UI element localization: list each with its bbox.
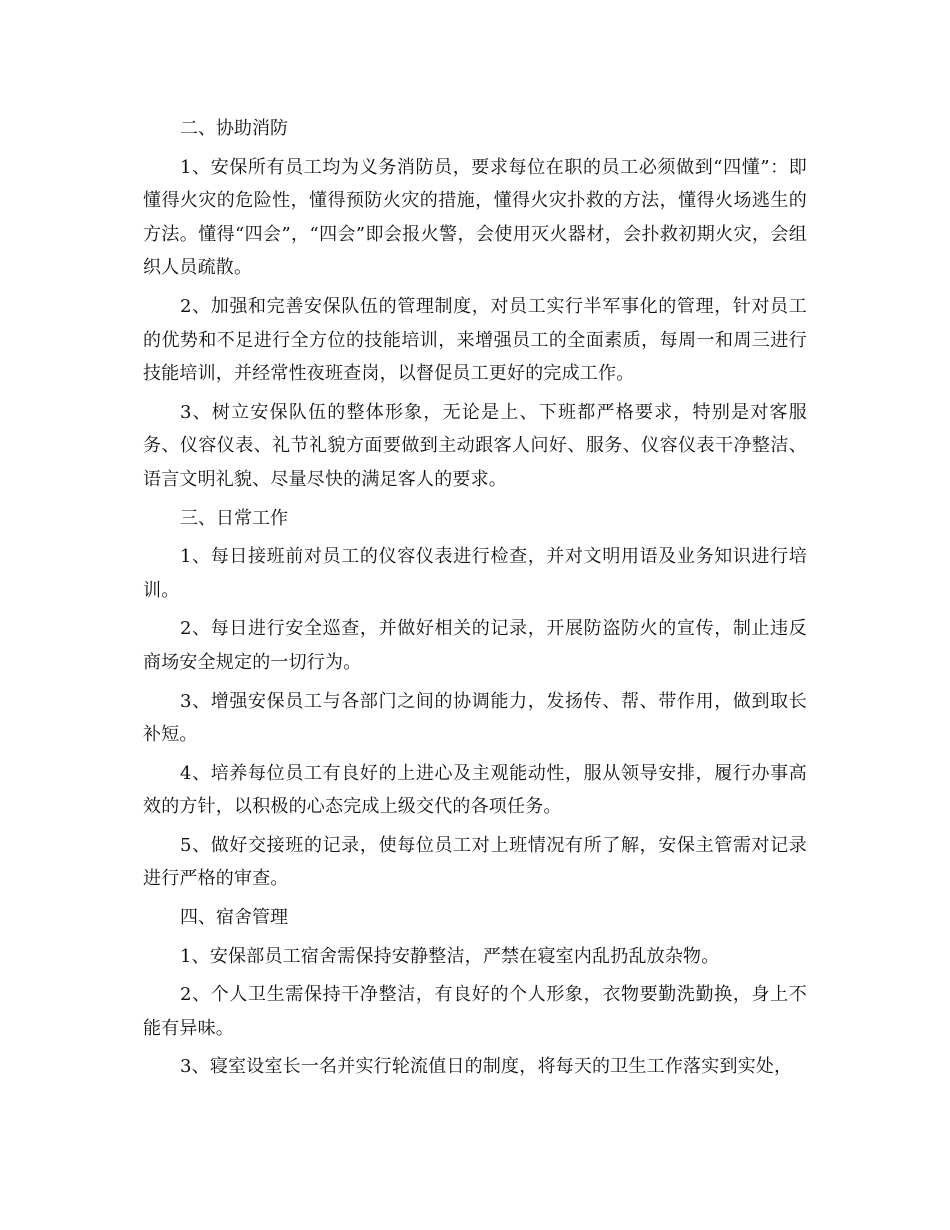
daily-paragraph-3: 3、增强安保员工与各部门之间的协调能力，发扬传、帮、带作用，做到取长补短。 bbox=[143, 690, 807, 746]
document-body bbox=[143, 112, 807, 1089]
fire-paragraph-1: 1、安保所有员工均为义务消防员，要求每位在职的员工必须做到“四懂”：即懂得火灾的危险性，懂得预防火灾的措施，懂得火灾扑救的方法，懂得火场逃生的方法。懂得“四会”，“四会”即会报火警，会使用灭火器材，会扑救初期火灾，会组织人员疏散。 bbox=[143, 156, 807, 279]
daily-paragraph-5: 5、做好交接班的记录，使每位员工对上班情况有所了解，安保主管需对记录进行严格的审查。 bbox=[143, 834, 807, 890]
section-heading-fire: 二、协助消防 bbox=[180, 118, 288, 139]
dorm-paragraph-1: 1、安保部员工宿舍需保持安静整洁，严禁在寝室内乱扔乱放杂物。 bbox=[180, 945, 720, 967]
section-heading-daily-work: 三、日常工作 bbox=[180, 507, 288, 529]
daily-paragraph-4: 4、培养每位员工有良好的上进心及主观能动性，服从领导安排，履行办事高效的方针，以积极的心态完成上级交代的各项任务。 bbox=[143, 762, 807, 818]
fire-paragraph-2: 2、加强和完善安保队伍的管理制度，对员工实行半军事化的管理，针对员工的优势和不足进行全方位的技能培训，来增强员工的全面素质，每周一和周三进行技能培训，并经常性夜班查岗，以督促员工更好的完成工作。 bbox=[143, 295, 807, 385]
dorm-paragraph-2: 2、个人卫生需保持干净整洁，有良好的个人形象，衣物要勤洗勤换，身上不能有异味。 bbox=[143, 984, 807, 1039]
daily-paragraph-2: 2、每日进行安全巡查，并做好相关的记录，开展防盗防火的宣传，制止违反商场安全规定的一切行为。 bbox=[143, 618, 807, 673]
fire-paragraph-3: 3、树立安保队伍的整体形象，无论是上、下班都严格要求，特别是对客服务、仪容仪表、礼节礼貌方面要做到主动跟客人问好、服务、仪容仪表干净整洁、语言文明礼貌、尽量尽快的满足客人的要求。 bbox=[143, 401, 807, 490]
daily-paragraph-1: 1、每日接班前对员工的仪容仪表进行检查，并对文明用语及业务知识进行培训。 bbox=[143, 546, 807, 601]
dorm-paragraph-3: 3、寝室设室长一名并实行轮流值日的制度，将每天的卫生工作落实到实处， bbox=[180, 1056, 793, 1078]
section-heading-dormitory: 四、宿舍管理 bbox=[180, 907, 288, 929]
